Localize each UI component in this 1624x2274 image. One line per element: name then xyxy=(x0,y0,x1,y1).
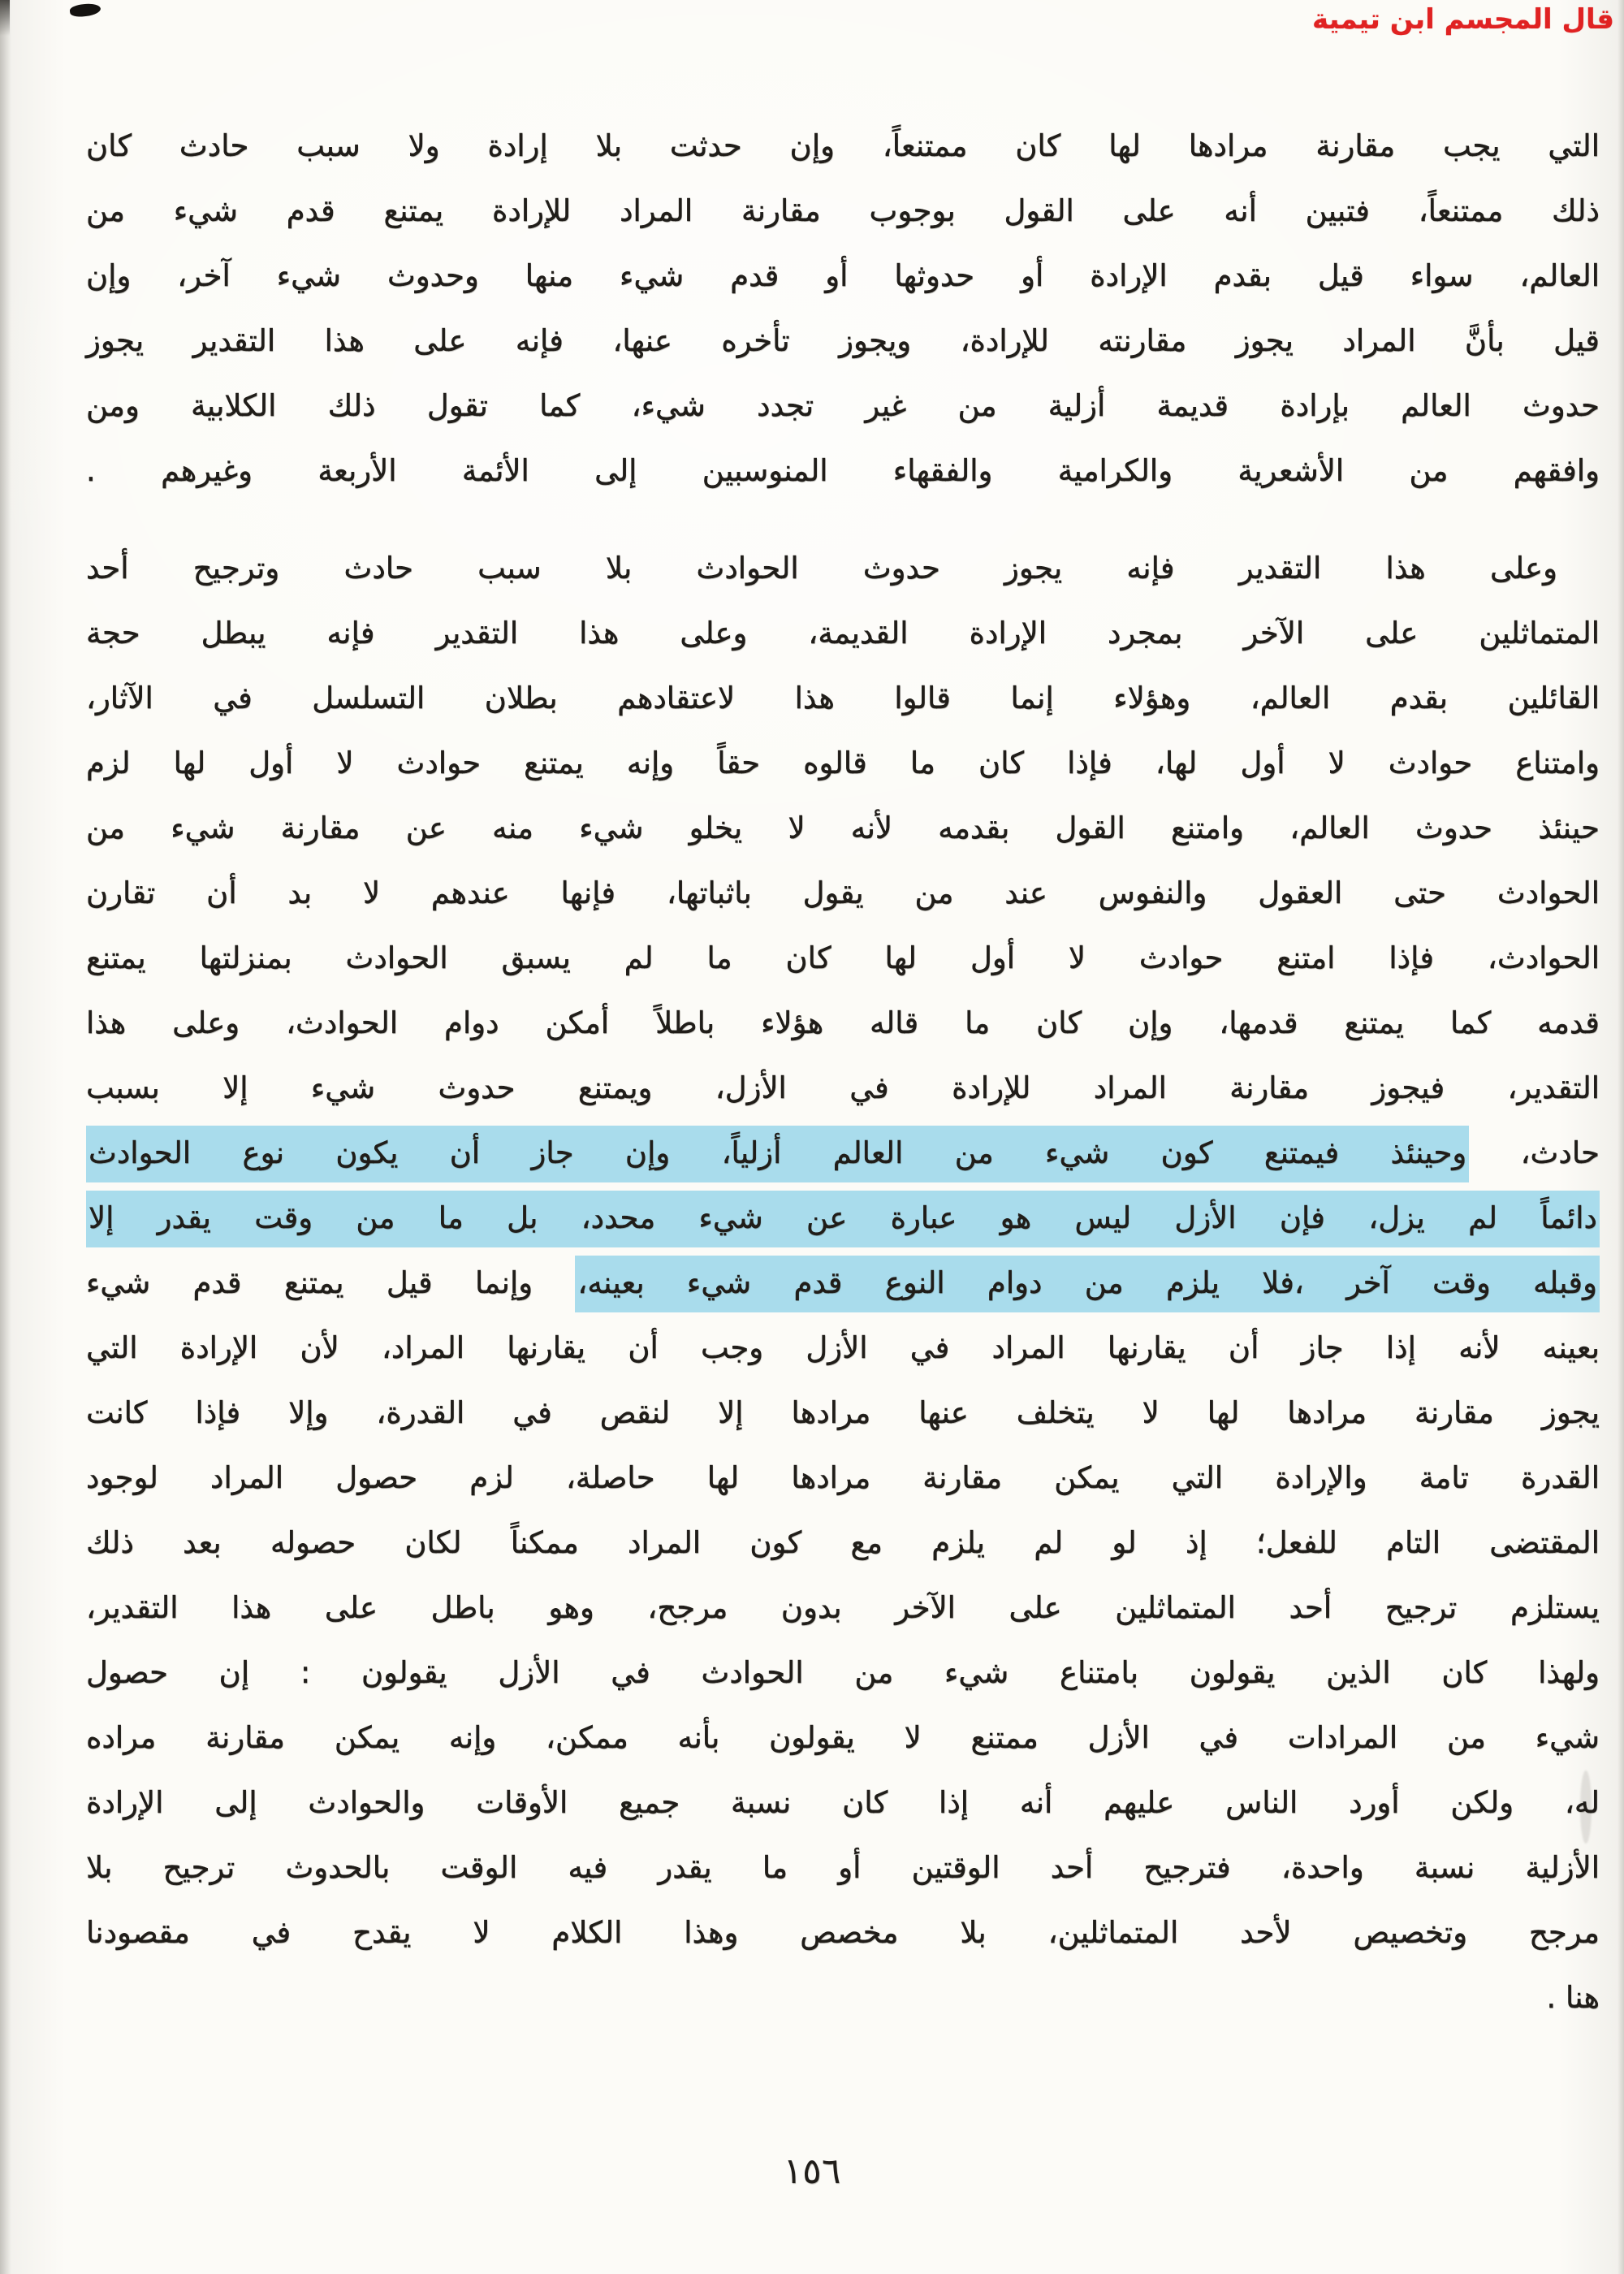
text-segment: وعلى هذا التقدير فإنه يجوز حدوث الحوادث بلا سبب حادث وترجيح أحد xyxy=(86,551,1557,586)
text-line xyxy=(86,536,1600,601)
text-line xyxy=(86,1121,1600,1186)
text-line xyxy=(86,179,1600,244)
text-segment: القائلين بقدم العالم، وهؤلاء إنما قالوا هذا لاعتقادهم بطلان التسلسل في الآثار، xyxy=(86,681,1600,715)
highlighted-text: وحينئذ فيمتنع كون شيء من العالم أزلياً، وإن جاز أن يكون نوع الحوادث xyxy=(86,1126,1469,1182)
text-segment: وامتناع حوادث لا أول لها، فإذا كان ما قالوه حقاً وإنه يمتنع حوادث لا أول لها لزم xyxy=(86,746,1600,780)
text-line xyxy=(86,439,1600,504)
text-line xyxy=(86,601,1600,666)
text-line xyxy=(86,1381,1600,1446)
text-segment: يستلزم ترجيح أحد المتماثلين على الآخر بدون مرجح، وهو باطل على هذا التقدير، xyxy=(86,1590,1600,1625)
margin-annotation-red: قال المجسم ابن تيمية xyxy=(1312,3,1614,36)
text-line xyxy=(86,1576,1600,1641)
text-segment: ولهذا كان الذين يقولون بامتناع شيء من الحوادث في الأزل يقولون : إن حصول xyxy=(86,1655,1600,1690)
text-line xyxy=(86,1965,1600,2030)
text-line xyxy=(86,926,1600,991)
page-number: ١٥٦ xyxy=(783,2151,841,2192)
text-line xyxy=(86,1641,1600,1706)
text-segment: حينئذ حدوث العالم، وامتنع القول بقدمه لأنه لا يخلو شيء منه عن مقارنة شيء من xyxy=(86,811,1600,845)
highlighted-text: دائماً لم يزل، فإن الأزل ليس هو عبارة عن شيء محدد، بل ما من وقت يقدر إلا xyxy=(86,1191,1600,1247)
text-segment: بعينه لأنه إذا جاز أن يقارنها المراد في الأزل وجب أن يقارنها المراد، لأن الإرادة التي xyxy=(86,1330,1600,1365)
text-line xyxy=(86,796,1600,861)
text-line xyxy=(86,244,1600,309)
text-segment: مرجح وتخصيص لأحد المتماثلين، بلا مخصص وهذا الكلام لا يقدح في مقصودنا xyxy=(86,1915,1600,1950)
text-segment: وإنما قيل يمتنع قدم شيء xyxy=(86,1265,576,1300)
text-segment: وافقهم من الأشعرية والكرامية والفقهاء المنوسبين إلى الأئمة الأربعة وغيرهم . xyxy=(86,453,1600,488)
text-segment: يجوز مقارنة مرادها لها لا يتخلف عنها مرادها إلا لنقص في القدرة، وإلا فإذا كانت xyxy=(86,1395,1600,1430)
highlighted-text: وقبله وقت آخر ،فلا يلزم من دوام النوع قدم شيء بعينه، xyxy=(575,1256,1600,1312)
scan-edge-shadow-left xyxy=(0,0,11,2274)
text-segment: شيء من المرادات في الأزل ممتنع لا يقولون بأنه ممكن، وإنه يمكن مقارنة مراده xyxy=(86,1720,1600,1755)
text-segment: الحوادث، فإذا امتنع حوادث لا أول لها كان ما لم يسبق الحوادث بمنزلتها يمتنع xyxy=(86,940,1600,975)
text-segment: المقتضى التام للفعل؛ إذ لو لم يلزم مع كون المراد ممكناً لكان حصوله بعد ذلك xyxy=(86,1525,1600,1560)
text-segment: الأزلية نسبة واحدة، فترجيح أحد الوقتين أو ما يقدر فيه الوقت بالحدوث ترجيح بلا xyxy=(86,1850,1600,1885)
scan-artifact-blob xyxy=(69,2,102,19)
text-segment: له، ولكن أورد الناس عليهم أنه إذا كان نسبة جميع الأوقات والحوادث إلى الإرادة xyxy=(86,1785,1600,1820)
text-segment: الحوادث حتى العقول والنفوس عند من يقول باثباتها، فإنها عندهم لا بد أن تقارن xyxy=(86,875,1600,910)
text-segment: هنا . xyxy=(1546,1980,1600,2015)
text-segment: العالم، سواء قيل بقدم الإرادة أو حدوثها أو قدم شيء منها وحدوث شيء آخر، وإن xyxy=(86,258,1600,293)
text-line xyxy=(86,374,1600,439)
text-line xyxy=(86,1900,1600,1965)
text-segment: المتماثلين على الآخر بمجرد الإرادة القديمة، وعلى هذا التقدير فإنه يبطل حجة xyxy=(86,616,1600,651)
text-line xyxy=(86,1511,1600,1576)
text-line xyxy=(86,731,1600,796)
text-segment: حادث، xyxy=(1469,1135,1600,1170)
text-segment: القدرة تامة والإرادة التي يمكن مقارنة مرادها لها حاصلة، لزم حصول المراد لوجود xyxy=(86,1460,1600,1495)
text-segment: التي يجب مقارنة مرادها لها كان ممتنعاً، وإن حدثت بلا إرادة ولا سبب حادث كان xyxy=(86,128,1600,163)
text-line xyxy=(86,1446,1600,1511)
text-line xyxy=(86,1251,1600,1316)
text-line xyxy=(86,1835,1600,1900)
text-segment: قيل بأنَّ المراد يجوز مقارنته للإرادة، ويجوز تأخره عنها، فإنه على هذا التقدير يجوز xyxy=(86,323,1600,358)
text-line xyxy=(86,1770,1600,1835)
text-line xyxy=(86,114,1600,179)
text-line xyxy=(86,666,1600,731)
text-segment: ذلك ممتنعاً، فتبين أنه على القول بوجوب مقارنة المراد للإرادة يمتنع قدم شيء من xyxy=(86,193,1600,228)
text-line xyxy=(86,861,1600,926)
text-segment: التقدير، فيجوز مقارنة المراد للإرادة في الأزل، ويمتنع حدوث شيء إلا بسبب xyxy=(86,1070,1600,1105)
text-line xyxy=(86,1056,1600,1121)
text-line xyxy=(86,309,1600,374)
text-line xyxy=(86,991,1600,1056)
text-segment: قدمه كما يمتنع قدمها، وإن كان ما قاله هؤلاء باطلاً أمكن دوام الحوادث، وعلى هذا xyxy=(86,1005,1600,1040)
text-segment: حدوث العالم بإرادة قديمة أزلية من غير تجدد شيء، كما تقول ذلك الكلابية ومن xyxy=(86,388,1600,423)
scan-edge-shadow-right xyxy=(1618,0,1624,2274)
text-line xyxy=(86,1316,1600,1381)
text-line xyxy=(86,1186,1600,1251)
text-line xyxy=(86,1706,1600,1770)
body-text-block xyxy=(86,114,1600,2030)
